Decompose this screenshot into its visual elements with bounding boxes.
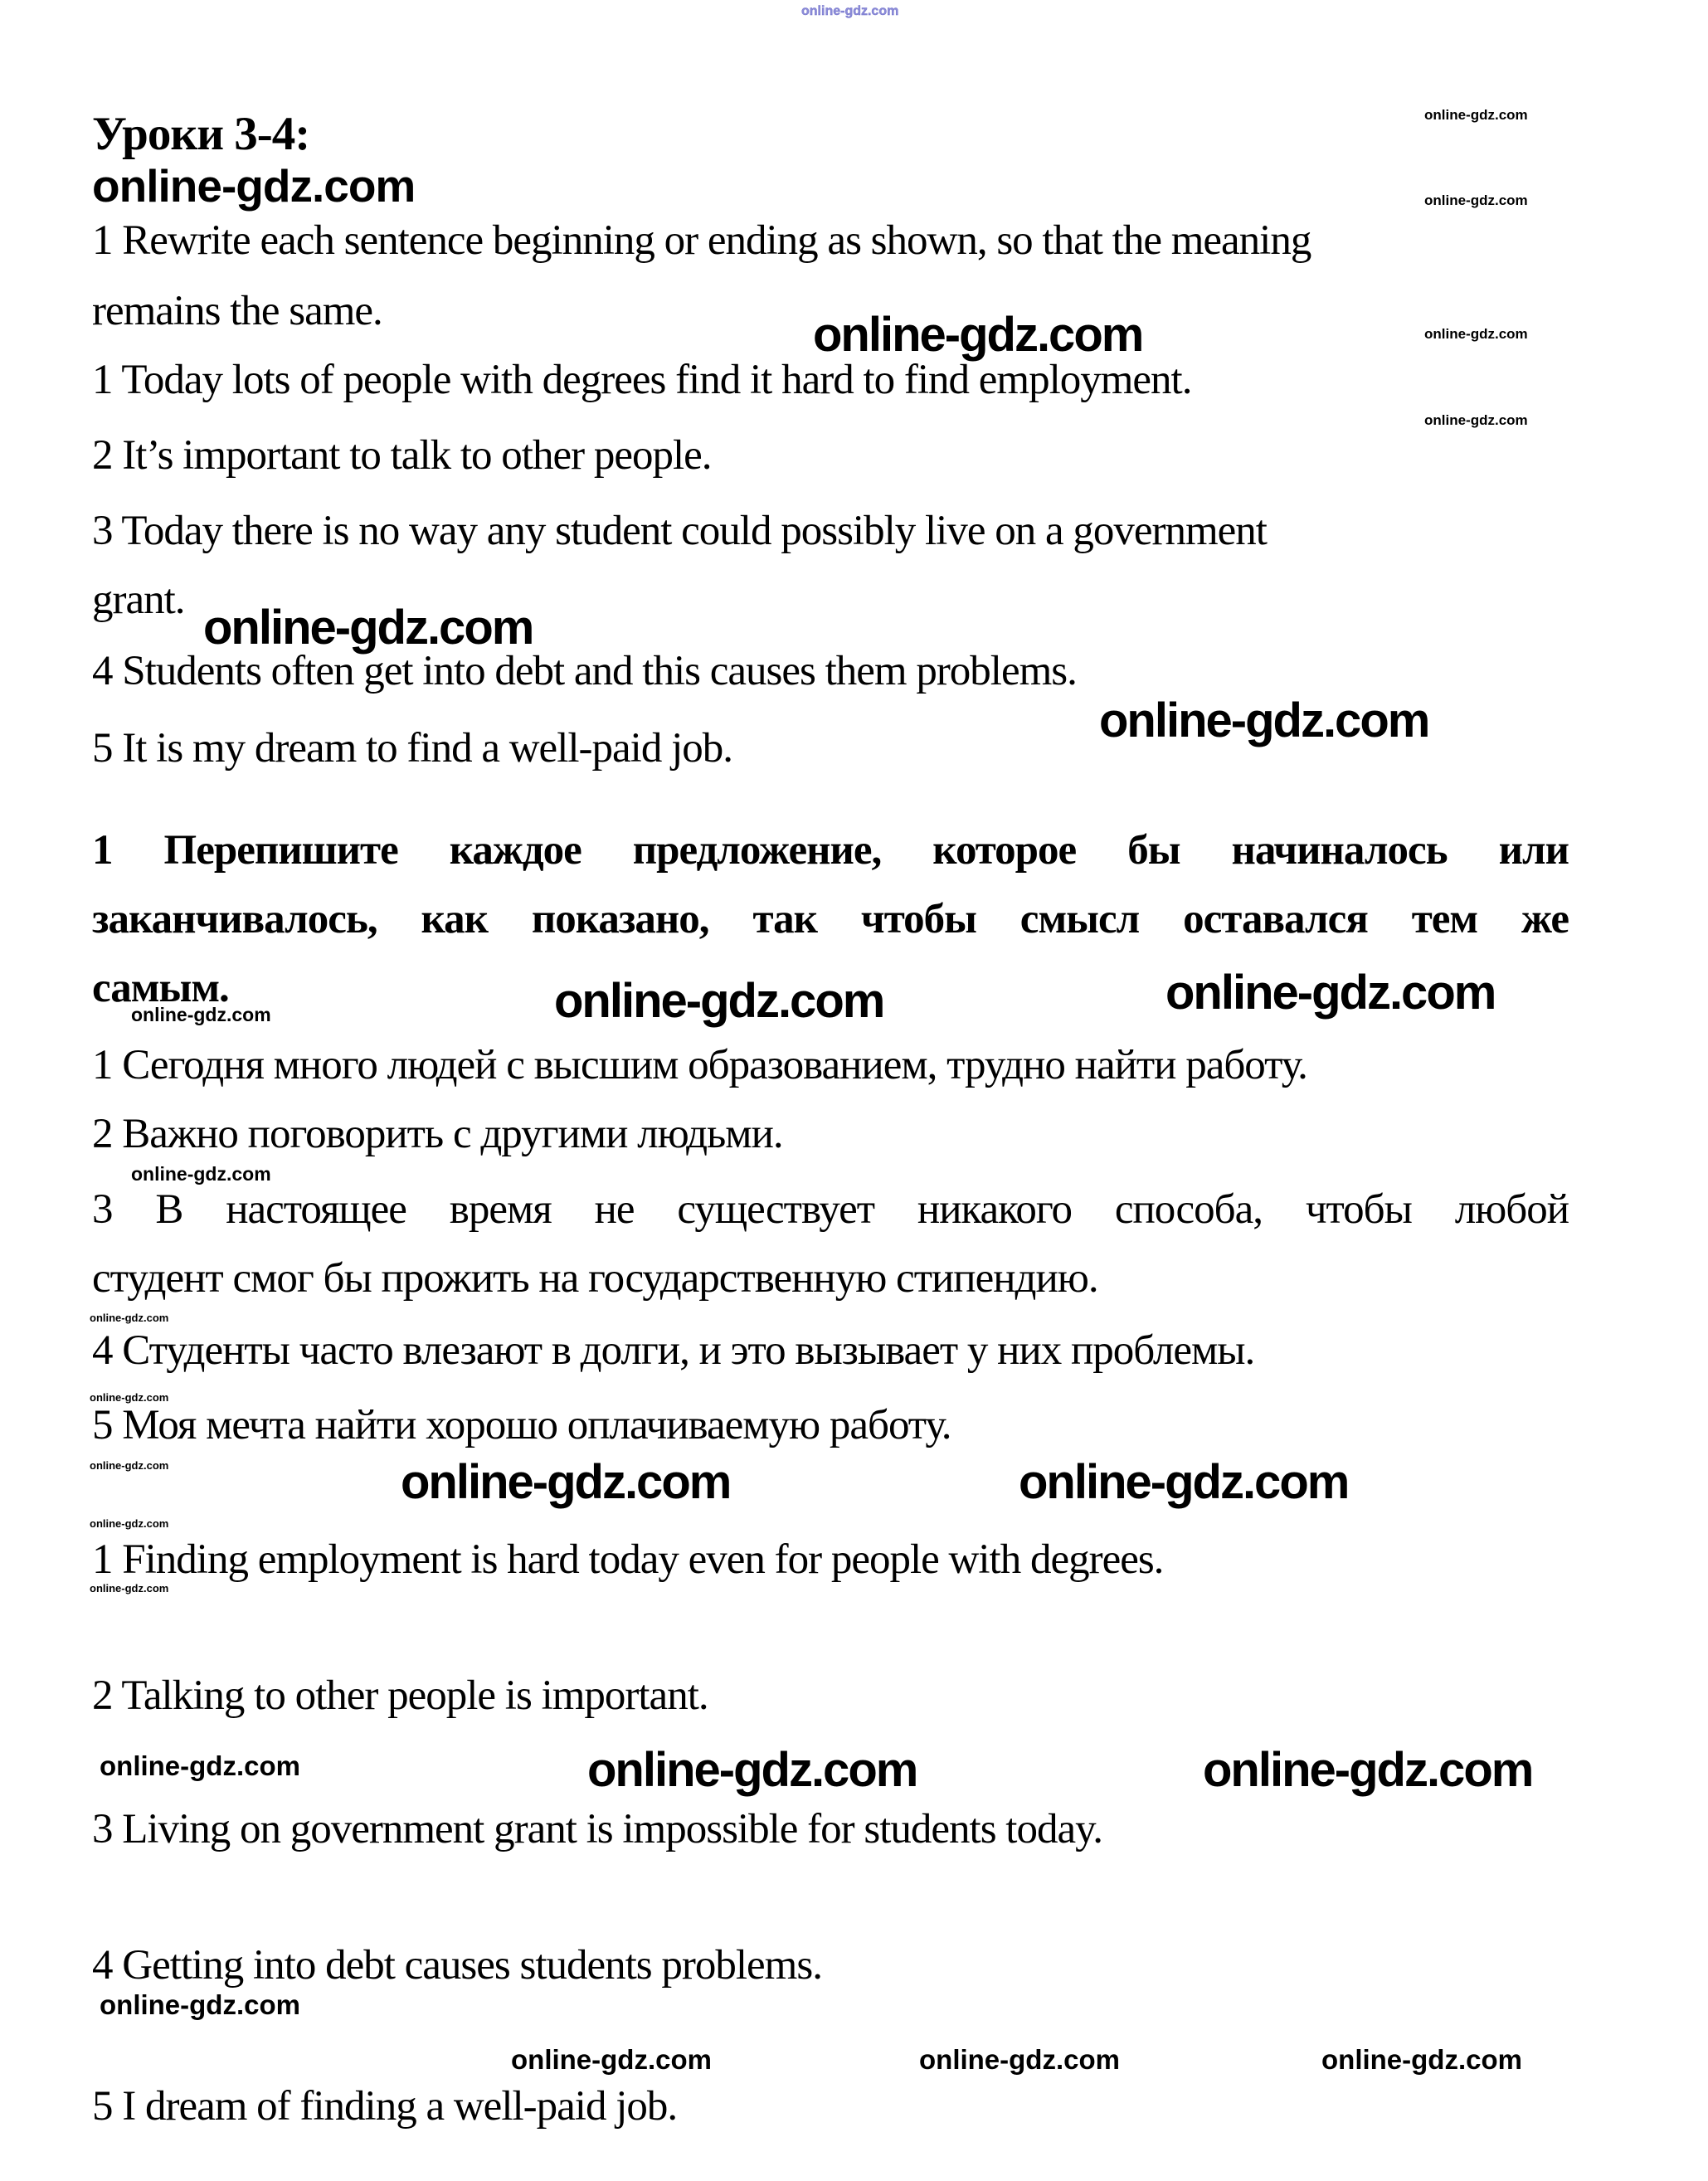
watermark-left-tiny-3: online-gdz.com xyxy=(90,1459,169,1472)
ru-task-line-1: 1 Перепишите каждое предложение, которое бы начиналось или xyxy=(92,827,1569,874)
watermark-top-faint: online-gdz.com xyxy=(801,4,899,18)
watermark-row4-right: online-gdz.com xyxy=(1321,2044,1522,2075)
watermark-big-row2-left: online-gdz.com xyxy=(401,1455,731,1509)
en-sentence-1: 1 Today lots of people with degrees find it hard to find employment. xyxy=(92,357,1192,403)
ru-sentence-4: 4 Студенты часто влезают в долги, и это вызывает у них проблемы. xyxy=(92,1327,1255,1374)
watermark-under-samym: online-gdz.com xyxy=(131,1004,271,1025)
watermark-right-4: online-gdz.com xyxy=(1424,412,1528,428)
watermark-right-1: online-gdz.com xyxy=(1424,107,1528,123)
watermark-mid-right: online-gdz.com xyxy=(1099,694,1429,747)
answer-4: 4 Getting into debt causes students problems. xyxy=(92,1942,822,1989)
site-heading: online-gdz.com xyxy=(92,160,416,212)
en-sentence-5: 5 It is my dream to find a well-paid job. xyxy=(92,725,732,772)
watermark-after-grant: online-gdz.com xyxy=(203,601,533,655)
ru-sentence-1: 1 Сегодня много людей с высшим образованием, трудно найти работу. xyxy=(92,1042,1307,1088)
page-title: Уроки 3-4: xyxy=(92,108,310,160)
watermark-left-tiny-2: online-gdz.com xyxy=(90,1391,169,1404)
en-task-line-1: 1 Rewrite each sentence beginning or ending as shown, so that the meaning xyxy=(92,217,1311,264)
en-task-line-2: remains the same. xyxy=(92,288,382,334)
watermark-ru-row-left: online-gdz.com xyxy=(554,974,884,1028)
watermark-left-small-1: online-gdz.com xyxy=(131,1163,271,1185)
watermark-row3-right: online-gdz.com xyxy=(1203,1743,1533,1797)
answer-1: 1 Finding employment is hard today even for people with degrees. xyxy=(92,1536,1164,1583)
answer-3: 3 Living on government grant is impossible for students today. xyxy=(92,1806,1103,1852)
watermark-ru-row-right: online-gdz.com xyxy=(1165,966,1496,1020)
ru-sentence-5: 5 Моя мечта найти хорошо оплачиваемую работу. xyxy=(92,1402,951,1448)
en-sentence-4: 4 Students often get into debt and this causes them problems. xyxy=(92,648,1077,694)
watermark-under-answer4: online-gdz.com xyxy=(100,1989,300,2020)
answer-5: 5 I dream of finding a well-paid job. xyxy=(92,2083,678,2130)
ru-sentence-3b: студент смог бы прожить на государственную стипендию. xyxy=(92,1255,1098,1302)
ru-sentence-2: 2 Важно поговорить с другими людьми. xyxy=(92,1111,783,1157)
watermark-right-3: online-gdz.com xyxy=(1424,326,1528,342)
watermark-big-row2-right: online-gdz.com xyxy=(1019,1455,1349,1509)
watermark-left-tiny-4: online-gdz.com xyxy=(90,1517,169,1530)
ru-task-line-2: заканчивалось, как показано, так чтобы смысл оставался тем же xyxy=(92,896,1569,942)
en-sentence-3b: grant. xyxy=(92,577,185,623)
watermark-left-tiny-1: online-gdz.com xyxy=(90,1312,169,1324)
ru-sentence-3a: 3 В настоящее время не существует никакого способа, чтобы любой xyxy=(92,1186,1569,1233)
watermark-row3-left: online-gdz.com xyxy=(100,1750,300,1781)
watermark-right-2: online-gdz.com xyxy=(1424,192,1528,208)
ru-task-line-3: самым. xyxy=(92,965,229,1011)
watermark-row4-left: online-gdz.com xyxy=(511,2044,712,2075)
watermark-row3-center: online-gdz.com xyxy=(587,1743,917,1797)
en-sentence-3a: 3 Today there is no way any student could possibly live on a government xyxy=(92,508,1267,554)
watermark-center-top: online-gdz.com xyxy=(813,308,1143,362)
watermark-left-tiny-5: online-gdz.com xyxy=(90,1582,169,1594)
en-sentence-2: 2 It’s important to talk to other people. xyxy=(92,432,712,479)
watermark-row4-center: online-gdz.com xyxy=(919,2044,1120,2075)
answer-2: 2 Talking to other people is important. xyxy=(92,1672,708,1719)
